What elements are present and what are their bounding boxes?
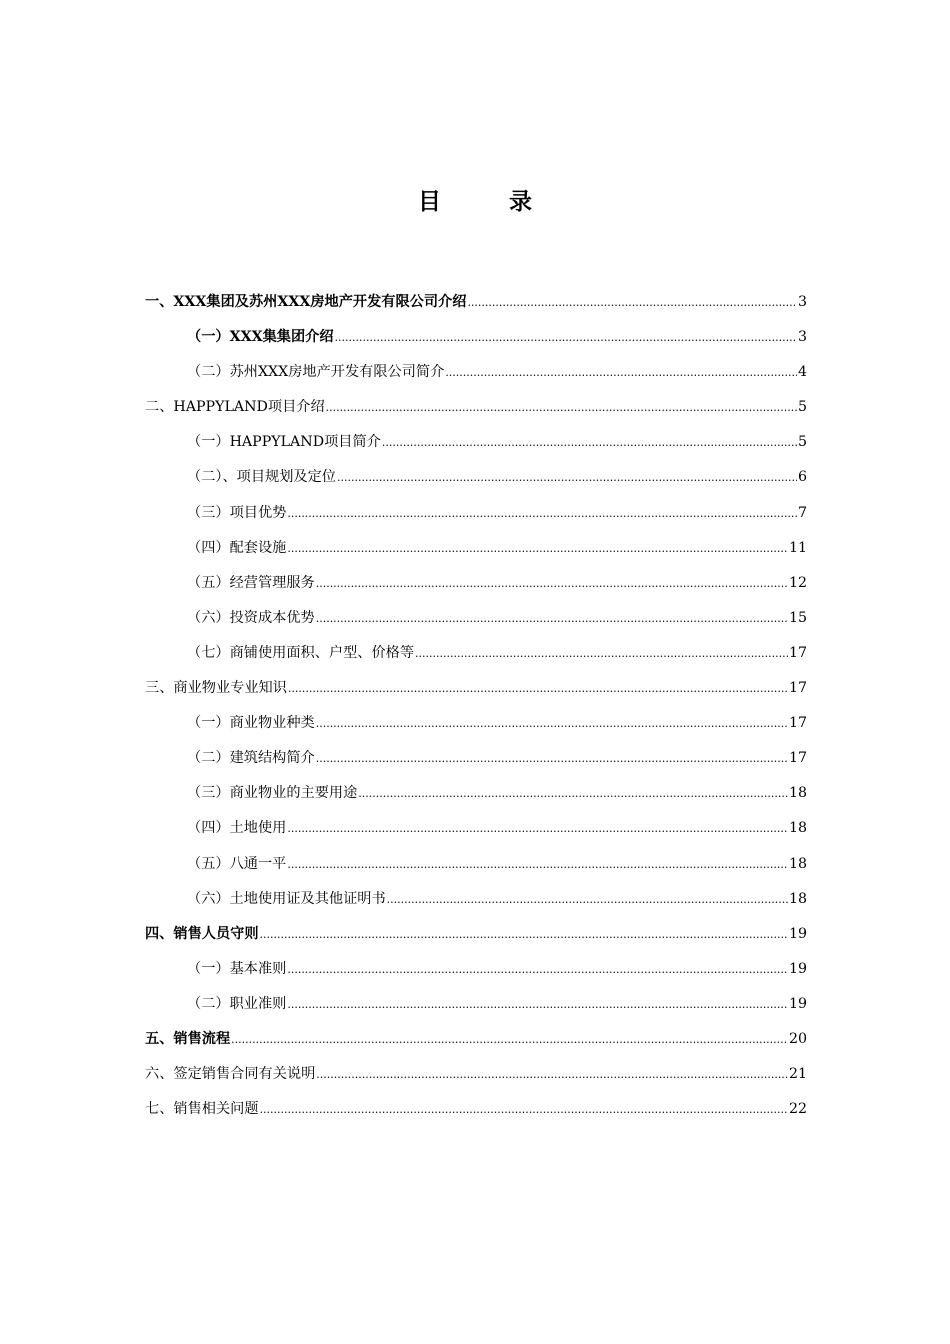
dot-leader	[445, 355, 797, 390]
toc-entry[interactable]	[145, 320, 807, 355]
toc-page-number: 19	[788, 995, 807, 1012]
toc-entry-text: （二）苏州XXX房地产开发有限公司简介	[187, 364, 445, 381]
toc-entry[interactable]	[145, 952, 807, 987]
toc-page-number: 20	[788, 1030, 807, 1047]
toc-entry[interactable]	[145, 1092, 807, 1127]
toc-page-number: 6	[797, 469, 807, 486]
toc-page-number: 7	[797, 504, 807, 521]
toc-entry[interactable]	[145, 1057, 807, 1092]
toc-entry[interactable]	[145, 390, 807, 425]
toc-entry-text: 三、商业物业专业知识	[145, 680, 287, 697]
dot-leader	[260, 1092, 788, 1127]
toc-entry-text: 六、签定销售合同有关说明	[145, 1066, 316, 1083]
toc-page-number: 15	[788, 609, 807, 626]
dot-leader	[467, 285, 797, 320]
toc-page-number: 4	[797, 364, 807, 381]
toc-entry[interactable]	[145, 1022, 807, 1057]
toc-entry[interactable]	[145, 531, 807, 566]
toc-page-number: 22	[788, 1101, 807, 1118]
dot-leader	[231, 1022, 788, 1057]
toc-entry-text: （七）商铺使用面积、户型、价格等	[187, 644, 415, 661]
toc-page-number: 18	[788, 820, 807, 837]
toc-entry-text: 二、HAPPYLAND项目介绍	[145, 399, 325, 416]
dot-leader	[287, 987, 788, 1022]
dot-leader	[316, 601, 788, 636]
dot-leader	[316, 1057, 788, 1092]
toc-entry[interactable]	[145, 917, 807, 952]
toc-entry[interactable]	[145, 425, 807, 460]
toc-entry[interactable]	[145, 285, 807, 320]
toc-entry-text: （一）HAPPYLAND项目简介	[187, 434, 381, 451]
toc-page-number: 18	[788, 890, 807, 907]
toc-entry[interactable]	[145, 636, 807, 671]
dot-leader	[316, 706, 788, 741]
toc-entry-text: （三）项目优势	[187, 504, 287, 521]
toc-page-number: 18	[788, 785, 807, 802]
toc-entry-text: （一）XXX集集团介绍	[187, 329, 334, 346]
toc-entry-text: 七、销售相关问题	[145, 1101, 259, 1118]
toc-entry-text: （五）八通一平	[187, 855, 287, 872]
toc-page-number: 5	[797, 399, 807, 416]
toc-entry-text: （一）基本准则	[187, 960, 287, 977]
toc-entry[interactable]	[145, 706, 807, 741]
dot-leader	[287, 847, 788, 882]
toc-entry[interactable]	[145, 601, 807, 636]
toc-page-number: 12	[788, 574, 807, 591]
toc-entry[interactable]	[145, 566, 807, 601]
dot-leader	[316, 741, 788, 776]
toc-entry[interactable]	[145, 776, 807, 811]
dot-leader	[415, 636, 788, 671]
dot-leader	[287, 952, 788, 987]
dot-leader	[382, 425, 797, 460]
toc-entry[interactable]	[145, 882, 807, 917]
dot-leader	[387, 882, 788, 917]
toc-entry-text: （六）投资成本优势	[187, 609, 315, 626]
toc-entry[interactable]	[145, 811, 807, 846]
toc-entry[interactable]	[145, 741, 807, 776]
dot-leader	[316, 566, 788, 601]
toc-entry-text: 四、销售人员守则	[145, 925, 259, 942]
toc-entry-text: （四）土地使用	[187, 820, 287, 837]
dot-leader	[358, 776, 788, 811]
toc-page-number: 3	[797, 329, 807, 346]
dot-leader	[287, 531, 788, 566]
toc-page-number: 5	[797, 434, 807, 451]
toc-entry-text: （二）、项目规划及定位	[187, 469, 336, 486]
dot-leader	[337, 460, 797, 495]
dot-leader	[335, 320, 797, 355]
toc-page-number: 19	[788, 960, 807, 977]
toc-entry-text: （二）建筑结构简介	[187, 750, 315, 767]
toc-entry-text: 一、XXX集团及苏州XXX房地产开发有限公司介绍	[145, 294, 467, 310]
toc-entry[interactable]	[145, 671, 807, 706]
dot-leader	[287, 811, 788, 846]
toc-page-number: 17	[788, 644, 807, 661]
toc-page-number: 18	[788, 855, 807, 872]
toc-page-number: 17	[788, 750, 807, 767]
toc-entry-text: （四）配套设施	[187, 539, 287, 556]
toc-title: 目 录	[417, 188, 562, 215]
toc-entry[interactable]	[145, 496, 807, 531]
dot-leader	[287, 496, 797, 531]
toc-entry-text: （六）土地使用证及其他证明书	[187, 890, 386, 907]
toc-entry-text: 五、销售流程	[145, 1030, 231, 1047]
toc-entry-text: （二）职业准则	[187, 995, 287, 1012]
toc-entry[interactable]	[145, 460, 807, 495]
toc-entry[interactable]	[145, 847, 807, 882]
toc-page-number: 11	[788, 539, 807, 556]
toc-entry-text: （三）商业物业的主要用途	[187, 785, 358, 802]
toc-entry[interactable]	[145, 355, 807, 390]
dot-leader	[260, 917, 788, 952]
toc-list	[145, 285, 807, 1127]
dot-leader	[326, 390, 797, 425]
toc-page-number: 3	[797, 294, 807, 310]
toc-entry-text: （一）商业物业种类	[187, 715, 315, 732]
toc-page-number: 21	[788, 1066, 807, 1083]
toc-page-number: 17	[788, 680, 807, 697]
toc-page-number: 19	[788, 925, 807, 942]
toc-entry-text: （五）经营管理服务	[187, 574, 315, 591]
dot-leader	[288, 671, 788, 706]
toc-entry[interactable]	[145, 987, 807, 1022]
toc-page-number: 17	[788, 715, 807, 732]
